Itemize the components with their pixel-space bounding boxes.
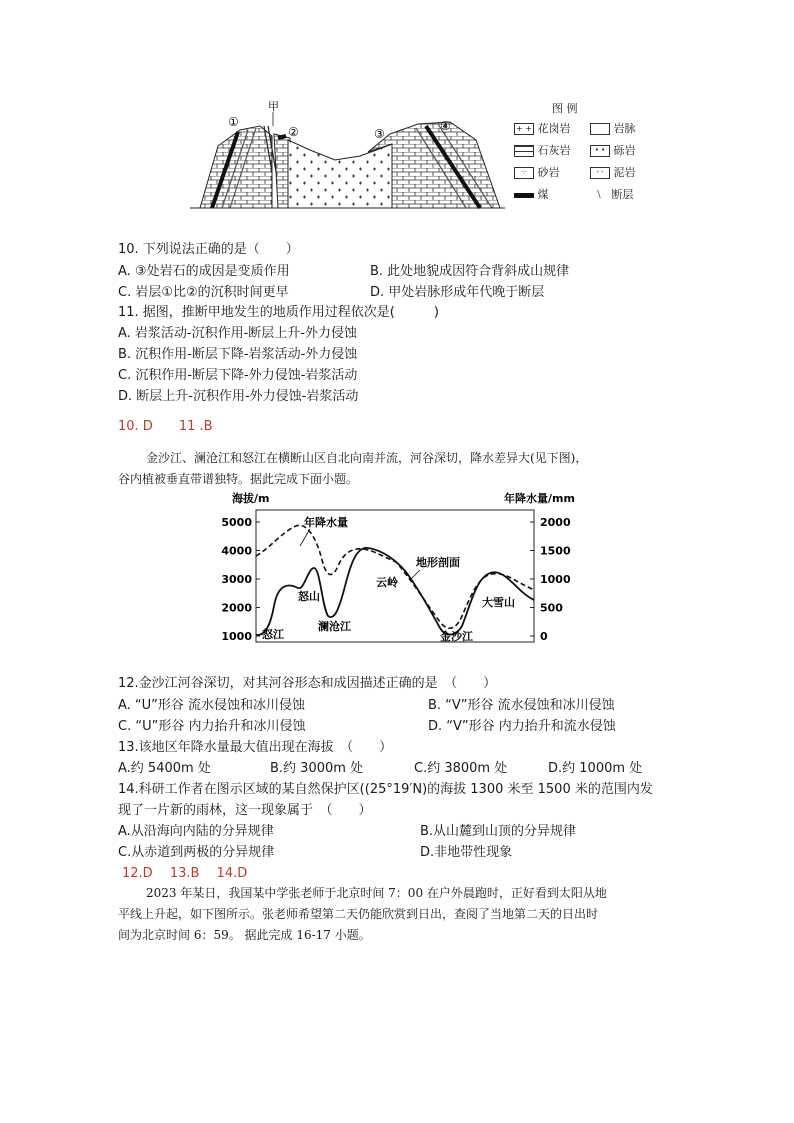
q12-option-d: D. “V”形谷 内力抬升和流水侵蚀 [428, 719, 616, 734]
left-axis-tick-label: 5000 [221, 516, 252, 529]
q11-option-d: D. 断层上升-沉积作用-外力侵蚀-岩浆活动 [118, 389, 359, 404]
right-axis-tick-label: 2000 [540, 516, 571, 529]
q14-option-b: B.从山麓到山顶的分异规律 [420, 824, 577, 839]
sandstone-icon: ·:· [514, 167, 534, 179]
q12-option-b: B. “V”形谷 流水侵蚀和冰川侵蚀 [428, 698, 615, 713]
legend-conglomerate: 砾岩 [613, 144, 636, 157]
legend-sandstone: 砂岩 [537, 166, 560, 179]
q10-option-b: B. 此处地貌成因符合背斜成山规律 [370, 264, 570, 279]
series-label-terrain: 地形剖面 [416, 556, 460, 569]
geology-label-3: ③ [374, 127, 385, 141]
right-axis-tick-label: 500 [540, 601, 563, 615]
coal-icon [514, 193, 534, 198]
q13-option-c: C.约 3800m 处 [414, 761, 508, 776]
annotation-yunling: 云岭 [376, 576, 398, 589]
q14-stem-line2: 现了一片新的雨林，这一现象属于 （ ） [118, 803, 372, 818]
q13-stem: 13.该地区年降水量最大值出现在海拔 （ ） [118, 740, 393, 755]
legend-title: 图 例 [552, 102, 578, 115]
left-axis-tick-label: 3000 [221, 573, 252, 586]
chart-svg [221, 488, 586, 648]
q14-stem-line1: 14.科研工作者在图示区域的某自然保护区((25°19′N)的海拔 1300 米至 1500 米的范围内发 [118, 782, 653, 797]
right-axis-tick-label: 1000 [540, 573, 571, 586]
q10-option-a: A. ③处岩石的成因是变质作用 [118, 264, 290, 279]
q10-option-c: C. 岩层①比②的沉积时间更早 [118, 285, 289, 300]
left-axis-tick-label: 1000 [221, 630, 252, 643]
geology-label-jia: 甲 [268, 100, 279, 113]
annotation-daxueshan: 大雪山 [482, 596, 515, 609]
q13-option-a: A.约 5400m 处 [118, 761, 211, 776]
annotation-jinshajiang: 金沙江 [440, 630, 473, 643]
legend-fault: 断层 [611, 188, 634, 201]
q13-option-b: B.约 3000m 处 [270, 761, 364, 776]
legend-coal: 煤 [537, 188, 549, 201]
limestone-icon [514, 145, 534, 157]
conglomerate-icon: • • [590, 145, 610, 157]
q14-option-d: D.非地带性现象 [420, 845, 513, 860]
q11-option-c: C. 沉积作用-断层下降-外力侵蚀-岩浆活动 [118, 368, 358, 383]
annotation-lancangjiang: 澜沧江 [318, 620, 351, 633]
annotation-nujiang: 怒江 [262, 628, 284, 641]
elevation-precipitation-chart [221, 488, 586, 648]
geology-legend [514, 100, 664, 210]
legend-mudstone: 泥岩 [613, 166, 636, 179]
geology-label-4: ④ [440, 119, 451, 133]
q12-option-c: C. “U”形谷 内力抬升和冰川侵蚀 [118, 719, 306, 734]
legend-granite: 花岗岩 [537, 122, 571, 135]
dike-icon [590, 123, 610, 135]
legend-dike: 岩脉 [613, 122, 636, 135]
q11-option-a: A. 岩浆活动-沉积作用-断层上升-外力侵蚀 [118, 326, 358, 341]
chart-ylabel-right: 年降水量/mm [504, 492, 575, 505]
annotation-nushan: 怒山 [298, 590, 320, 603]
q12-option-a: A. “U”形谷 流水侵蚀和冰川侵蚀 [118, 698, 306, 713]
chart-ylabel-left: 海拔/m [232, 492, 270, 505]
right-axis-ticks [530, 516, 571, 643]
intro-16-line3: 间为北京时间 6：59。 据此完成 16-17 小题。 [118, 928, 371, 942]
intro-12-line1: 金沙江、澜沧江和怒江在横断山区自北向南并流，河谷深切，降水差异大(见下图)， [146, 451, 588, 465]
left-axis-tick-label: 4000 [221, 544, 252, 558]
q11-stem: 11. 据图，推断甲地发生的地质作用过程依次是( ) [118, 305, 439, 320]
fault-icon: ⧵ [597, 188, 601, 201]
q10-stem: 10. 下列说法正确的是（ ） [118, 242, 299, 257]
answers-12-14: 12.D 13.B 14.D [122, 866, 248, 881]
intro-16-line1: 2023 年某日，我国某中学张老师于北京时间 7：00 在户外晨跑时，正好看到太阳从地 [146, 886, 607, 900]
intro-12-line2: 谷内植被垂直带谱独特。据此完成下面小题。 [118, 472, 359, 486]
q11-option-b: B. 沉积作用-断层下降-岩浆活动-外力侵蚀 [118, 347, 358, 362]
intro-16-line2: 平线上升起，如下图所示。张老师希望第二天仍能欣赏到日出，查阅了当地第二天的日出时 [118, 907, 599, 921]
left-axis-tick-label: 2000 [221, 601, 252, 615]
granite-icon: + + [514, 123, 534, 135]
left-axis-ticks [221, 516, 260, 643]
q12-stem: 12.金沙江河谷深切，对其河谷形态和成因描述正确的是 （ ） [118, 676, 497, 691]
q14-option-c: C.从赤道到两极的分异规律 [118, 845, 275, 860]
right-axis-tick-label: 1500 [540, 544, 571, 558]
answers-10-11: 10. D 11 .B [118, 419, 213, 434]
q14-option-a: A.从沿海向内陆的分异规律 [118, 824, 274, 839]
right-axis-tick-label: 0 [540, 630, 548, 643]
geology-label-2: ② [288, 125, 299, 139]
mudstone-icon: - - [590, 167, 610, 179]
q10-option-d: D. 甲处岩脉形成年代晚于断层 [370, 285, 545, 300]
q13-option-d: D.约 1000m 处 [548, 761, 643, 776]
legend-limestone: 石灰岩 [537, 144, 571, 157]
geology-label-1: ① [228, 115, 239, 129]
series-label-precipitation: 年降水量 [304, 516, 348, 529]
